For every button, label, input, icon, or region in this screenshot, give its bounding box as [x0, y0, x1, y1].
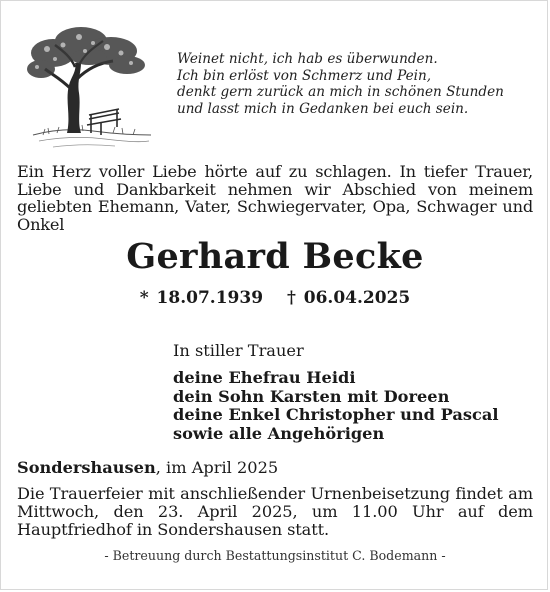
mourning-heading: In stiller Trauer — [173, 341, 304, 360]
ceremony-text: Die Trauerfeier mit anschließender Urnenbeisetzung findet am Mittwoch, den 23. April 2025, um 11.00 Uhr auf dem Hauptfriedhof in Sondershausen statt. — [17, 484, 533, 539]
poem-line: Ich bin erlöst von Schmerz und Pein, — [177, 67, 432, 84]
funeral-home-credit: - Betreuung durch Bestattungsinstitut C. Bodemann - — [104, 548, 446, 563]
poem — [177, 51, 504, 117]
poem-line: denkt gern zurück an mich in schönen Stunden — [177, 84, 504, 100]
birth-date: * 18.07.1939 — [139, 288, 264, 308]
deceased-name: Gerhard Becke — [126, 236, 424, 277]
place-date-text: , im April 2025 — [155, 458, 279, 477]
intro-text: Ein Herz voller Liebe hörte auf zu schlagen. In tiefer Trauer, Liebe und Dankbarkeit nehmen wir Abschied von meinem geliebten Ehemann, Vater, Schwiegervater, Opa, Schwager und Onkel — [17, 162, 533, 234]
mourner-entry: sowie alle Angehörigen — [173, 423, 385, 443]
mourner-entry: deine Enkel Christopher und Pascal — [173, 405, 499, 424]
mourner-entry: dein Sohn Karsten mit Doreen — [173, 386, 450, 406]
mourners-list — [173, 369, 498, 443]
poem-line: Weinet nicht, ich hab es überwunden. — [177, 51, 438, 67]
place-date — [17, 458, 278, 477]
header-section — [1, 1, 549, 161]
tree-with-bench-icon — [23, 23, 153, 155]
poem-line: und lasst mich in Gedanken bei euch sein. — [177, 100, 469, 117]
life-dates — [1, 287, 549, 309]
place-city: Sondershausen — [17, 458, 156, 477]
death-date: † 06.04.2025 — [286, 288, 411, 308]
mourner-entry: deine Ehefrau Heidi — [173, 368, 356, 387]
